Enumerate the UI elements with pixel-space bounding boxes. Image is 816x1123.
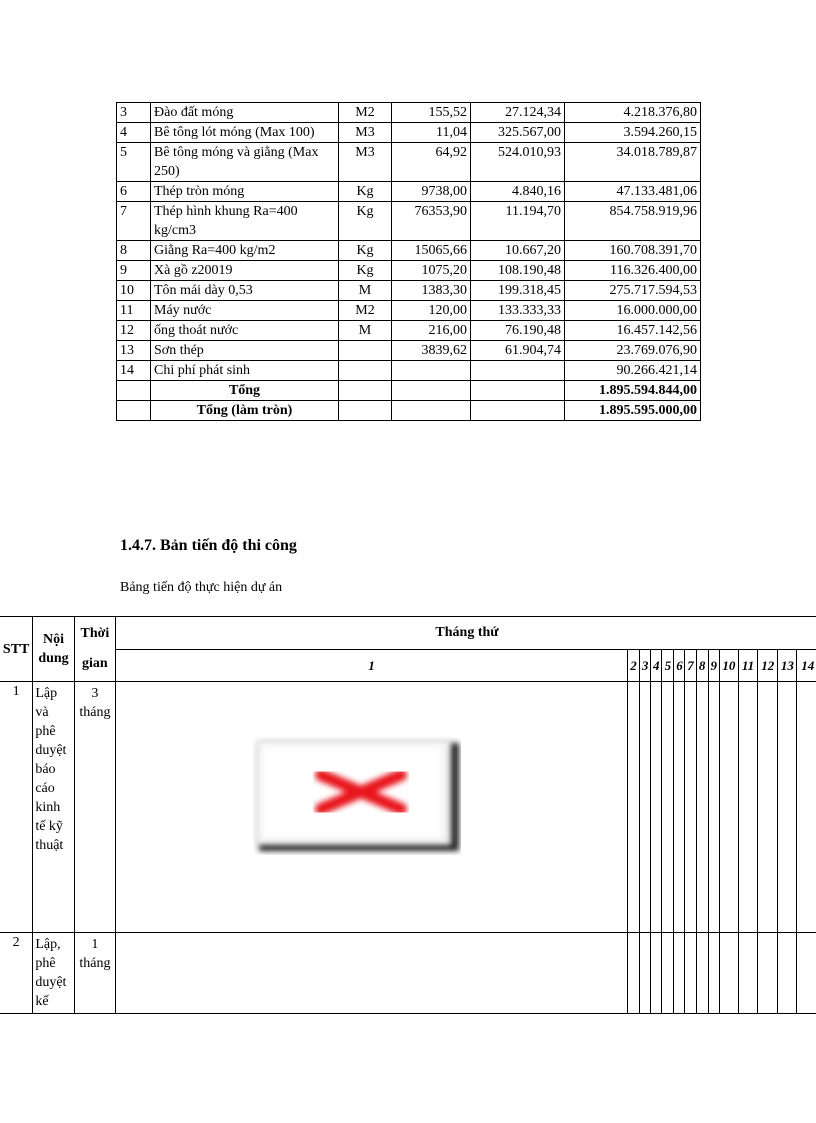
cost-rounded-total-label: Tổng (làm tròn) — [151, 401, 339, 421]
cost-cell-name: Thép hình khung Ra=400 kg/cm3 — [151, 202, 339, 241]
cost-cell-unit: M — [339, 321, 392, 341]
cost-cell-unit: M — [339, 281, 392, 301]
cost-cell-unit — [339, 341, 392, 361]
cost-row — [117, 182, 701, 202]
cost-cell-price: 133.333,33 — [471, 301, 565, 321]
cost-cell-name: Thép tròn móng — [151, 182, 339, 202]
cost-cell-price: 4.840,16 — [471, 182, 565, 202]
cost-row — [117, 143, 701, 182]
cost-cell-name: Sơn thép — [151, 341, 339, 361]
cost-cell-unit — [339, 361, 392, 381]
broken-image-icon — [251, 735, 461, 855]
cost-cell-qty: 64,92 — [392, 143, 471, 182]
cost-cell-amount: 34.018.789,87 — [565, 143, 701, 182]
month-header-3: 3 — [640, 649, 651, 682]
cost-cell-no: 5 — [117, 143, 151, 182]
cost-row — [117, 341, 701, 361]
cost-row — [117, 361, 701, 381]
cost-cell-qty: 216,00 — [392, 321, 471, 341]
cost-cell-amount: 275.717.594,53 — [565, 281, 701, 301]
cost-cell-price: 11.194,70 — [471, 202, 565, 241]
cost-cell-no: 14 — [117, 361, 151, 381]
cost-cell-name: Máy nước — [151, 301, 339, 321]
month-header-9: 9 — [708, 649, 719, 682]
cost-cell-amount: 160.708.391,70 — [565, 241, 701, 261]
cost-table — [116, 102, 701, 421]
cost-cell-amount: 854.758.919,96 — [565, 202, 701, 241]
cost-cell-qty — [392, 361, 471, 381]
month-header-4: 4 — [651, 649, 662, 682]
cost-cell-amount: 16.000.000,00 — [565, 301, 701, 321]
cost-cell-amount: 4.218.376,80 — [565, 103, 701, 123]
month-header-8: 8 — [696, 649, 708, 682]
cost-total-row — [117, 381, 701, 401]
month-header-11: 11 — [738, 649, 757, 682]
cost-cell-amount: 90.266.421,14 — [565, 361, 701, 381]
cost-cell-unit: Kg — [339, 241, 392, 261]
month-header-6: 6 — [674, 649, 685, 682]
cost-cell-price: 61.904,74 — [471, 341, 565, 361]
cost-cell-price — [471, 361, 565, 381]
cost-total-value: 1.895.594.844,00 — [565, 381, 701, 401]
schedule-caption: Bảng tiến độ thực hiện dự án — [120, 580, 283, 595]
cost-cell-qty: 3839,62 — [392, 341, 471, 361]
cost-cell-name: ống thoát nước — [151, 321, 339, 341]
cost-cell-name: Tôn mái dày 0,53 — [151, 281, 339, 301]
row-1-duration: 3 tháng — [74, 682, 115, 933]
col-stt: STT — [0, 617, 33, 682]
month-header-10: 10 — [719, 649, 738, 682]
cost-cell-price: 27.124,34 — [471, 103, 565, 123]
cost-cell-qty: 155,52 — [392, 103, 471, 123]
col-month: Tháng thứ — [116, 617, 816, 650]
cost-cell-no: 8 — [117, 241, 151, 261]
cost-cell-name: Đào đất móng — [151, 103, 339, 123]
cost-cell-no: 11 — [117, 301, 151, 321]
cost-cell-no: 3 — [117, 103, 151, 123]
month-header-1: 1 — [116, 649, 628, 682]
cost-cell-no: 12 — [117, 321, 151, 341]
month-header-2: 2 — [627, 649, 639, 682]
cost-rounded-total-row — [117, 401, 701, 421]
cost-total-label: Tổng — [151, 381, 339, 401]
cost-cell-qty: 1075,20 — [392, 261, 471, 281]
cost-cell-name: Chi phí phát sinh — [151, 361, 339, 381]
cost-cell-amount: 23.769.076,90 — [565, 341, 701, 361]
cost-cell-no: 9 — [117, 261, 151, 281]
cost-cell-no: 6 — [117, 182, 151, 202]
cost-cell-price: 524.010,93 — [471, 143, 565, 182]
cost-cell-qty: 9738,00 — [392, 182, 471, 202]
schedule-table — [0, 616, 816, 1014]
cost-cell-qty: 15065,66 — [392, 241, 471, 261]
cost-row — [117, 123, 701, 143]
cost-cell-unit: M3 — [339, 123, 392, 143]
cost-row — [117, 261, 701, 281]
month-header-5: 5 — [662, 649, 674, 682]
cost-cell-price: 108.190,48 — [471, 261, 565, 281]
cost-row — [117, 281, 701, 301]
row-2-duration: 1 tháng — [74, 933, 115, 1014]
cost-cell-unit: Kg — [339, 182, 392, 202]
cost-cell-qty: 76353,90 — [392, 202, 471, 241]
cost-cell-no: 4 — [117, 123, 151, 143]
col-duration: Thời gian — [74, 617, 115, 682]
cost-cell-name: Bê tông móng và giằng (Max 250) — [151, 143, 339, 182]
cost-cell-qty: 11,04 — [392, 123, 471, 143]
cost-cell-name: Giằng Ra=400 kg/m2 — [151, 241, 339, 261]
cost-cell-price: 199.318,45 — [471, 281, 565, 301]
cost-cell-name: Xà gồ z20019 — [151, 261, 339, 281]
cost-cell-qty: 120,00 — [392, 301, 471, 321]
month-header-7: 7 — [685, 649, 696, 682]
cost-cell-qty: 1383,30 — [392, 281, 471, 301]
row-2-content: Lập, phê duyệt kế — [33, 933, 74, 1014]
cost-row — [117, 202, 701, 241]
cost-row — [117, 321, 701, 341]
col-content: Nội dung — [33, 617, 74, 682]
cost-cell-unit: Kg — [339, 202, 392, 241]
cost-cell-name: Bê tông lót móng (Max 100) — [151, 123, 339, 143]
cost-cell-amount: 116.326.400,00 — [565, 261, 701, 281]
cost-cell-unit: M3 — [339, 143, 392, 182]
cost-cell-no: 10 — [117, 281, 151, 301]
cost-cell-unit: M2 — [339, 301, 392, 321]
cost-row — [117, 241, 701, 261]
cost-cell-price: 325.567,00 — [471, 123, 565, 143]
cost-cell-price: 10.667,20 — [471, 241, 565, 261]
cost-cell-amount: 47.133.481,06 — [565, 182, 701, 202]
cost-cell-no: 7 — [117, 202, 151, 241]
month-1-cell — [116, 682, 628, 933]
row-2-stt: 2 — [0, 933, 33, 1014]
cost-row — [117, 301, 701, 321]
cost-cell-amount: 3.594.260,15 — [565, 123, 701, 143]
cost-cell-unit: M2 — [339, 103, 392, 123]
cost-row — [117, 103, 701, 123]
row-1-stt: 1 — [0, 682, 33, 933]
cost-cell-no: 13 — [117, 341, 151, 361]
cost-cell-unit: Kg — [339, 261, 392, 281]
cost-cell-price: 76.190,48 — [471, 321, 565, 341]
month-header-14: 14 — [797, 649, 816, 682]
month-header-12: 12 — [758, 649, 778, 682]
cost-cell-amount: 16.457.142,56 — [565, 321, 701, 341]
row-1-content: Lập và phê duyệt báo cáo kinh tế kỹ thuật — [33, 682, 74, 933]
section-heading: 1.4.7. Bản tiến độ thi công — [120, 537, 297, 554]
month-header-13: 13 — [778, 649, 797, 682]
cost-rounded-total-value: 1.895.595.000,00 — [565, 401, 701, 421]
